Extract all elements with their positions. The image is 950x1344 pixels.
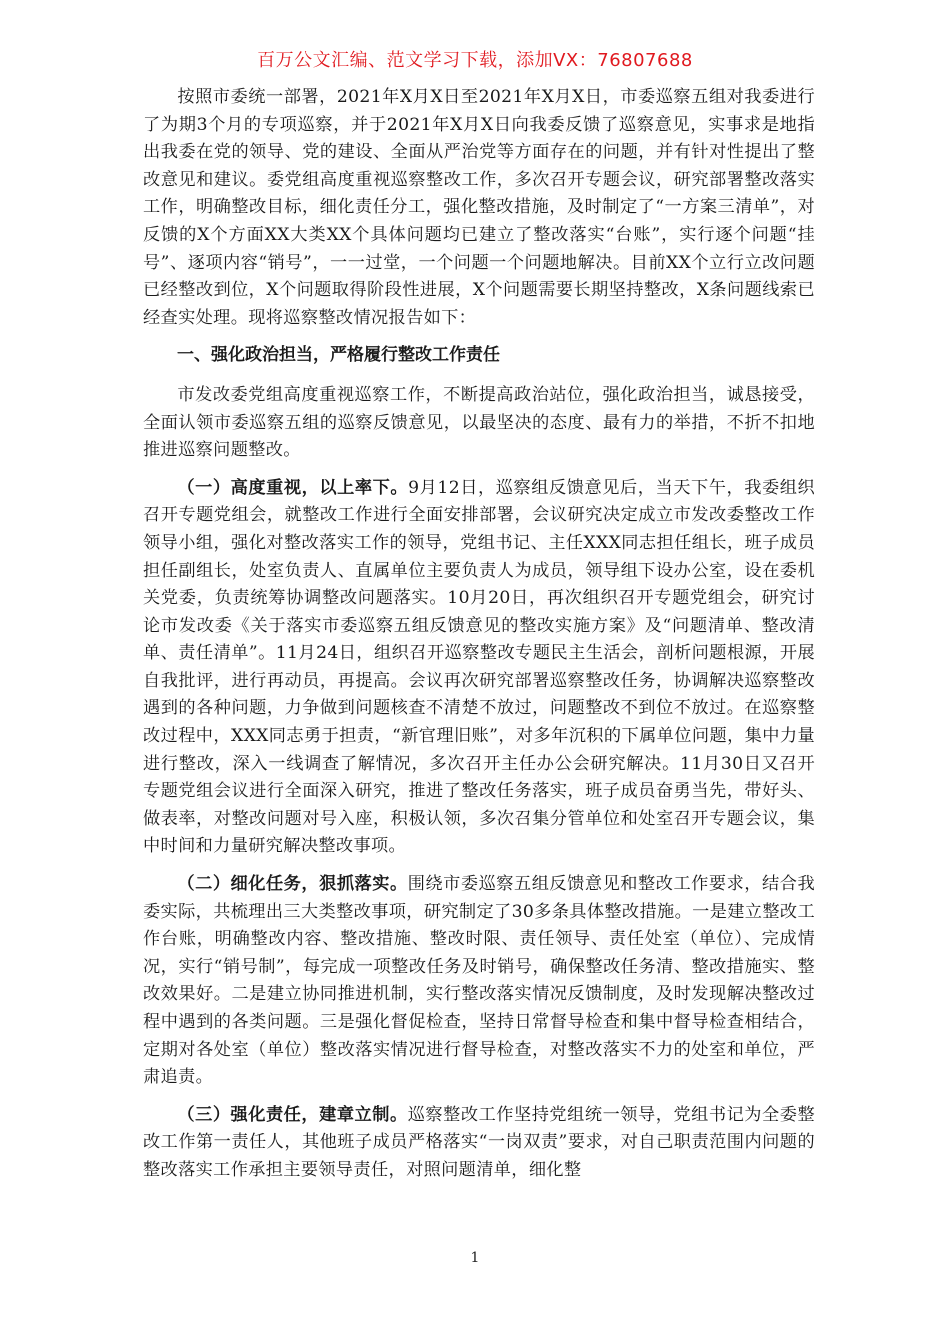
subsection-lead-3: （三）强化责任，建章立制。 (177, 1104, 408, 1125)
subsection-paragraph-2 (143, 871, 815, 1092)
subsection-text-2: 围绕市委巡察五组反馈意见和整改工作要求，结合我委实际，共梳理出三大类整改事项，研究制定了30多条具体整改措施。一是建立整改工作台账，明确整改内容、整改措施、整改时限、责任领导、责任处室（单位）、完成情况，实行“销号制”，每完成一项整改任务及时销号，确保整改任务清、整改措施实、整改效果好。二是建立协同推进机制，实行整改落实情况反馈制度，及时发现解决整改过程中遇到的各类问题。三是强化督促检查，坚持日常督导检查和集中督导检查相结合，定期对各处室（单位）整改落实情况进行督导检查，对整改落实不力的处室和单位，严肃追责。 (143, 874, 815, 1088)
section-heading: 一、强化政治担当，严格履行整改工作责任 (177, 345, 500, 366)
subsection-text-3: 巡察整改工作坚持党组统一领导，党组书记为全委整改工作第一责任人，其他班子成员严格落实“一岗双责”要求，对自己职责范围内问题的整改落实工作承担主要领导责任，对照问题清单，细化整 (143, 1104, 815, 1180)
subsection-lead-2: （二）细化任务，狠抓落实。 (177, 874, 408, 895)
intro-paragraph: 按照市委统一部署，2021年X月X日至2021年X月X日，市委巡察五组对我委进行了为期3个月的专项巡察，并于2021年X月X日向我委反馈了巡察意见，实事求是地指出我委在党的领导、党的建设、全面从严治党等方面存在的问题，并有针对性提出了整改意见和建议。委党组高度重视巡察整改工作，多次召开专题会议，研究部署整改落实工作，明确整改目标，细化责任分工，强化整改措施，及时制定了“一方案三清单”，对反馈的X个方面XX大类XX个具体问题均已建立了整改落实“台账”，实行逐个问题“挂号”、逐项内容“销号”，一一过堂，一个问题一个问题地解决。目前XX个立行立改问题已经整改到位，X个问题取得阶段性进展，X个问题需要长期坚持整改，X条问题线索已经查实处理。现将巡察整改情况报告如下： (143, 87, 815, 328)
subsection-paragraph-3 (143, 1102, 815, 1185)
watermark-banner: 百万公文汇编、范文学习下载，添加VX：76807688 (257, 50, 693, 71)
subsection-paragraph-1 (143, 475, 815, 861)
subsection-text-1: 9月12日，巡察组反馈意见后，当天下午，我委组织召开专题党组会，就整改工作进行全面安排部署，会议研究决定成立市发改委整改工作领导小组，强化对整改落实工作的领导，党组书记、主任XXX同志担任组长，班子成员担任副组长，处室负责人、直属单位主要负责人为成员，领导组下设办公室，设在委机关党委，负责统筹协调整改问题落实。10月20日，再次组织召开专题党组会，研究讨论市发改委《关于落实市委巡察五组反馈意见的整改实施方案》及“问题清单、整改清单、责任清单”。11月24日，组织召开巡察整改专题民主生活会，剖析问题根源，开展自我批评，进行再动员，再提高。会议再次研究部署巡察整改任务，协调解决巡察整改遇到的各种问题，力争做到问题核查不清楚不放过，问题整改不到位不放过。在巡察整改过程中，XXX同志勇于担责，“新官理旧账”，对多年沉积的下属单位问题，集中力量进行整改，深入一线调查了解情况，多次召开主任办公会研究解决。11月30日又召开专题党组会议进行全面深入研究，推进了整改任务落实，班子成员奋勇当先，带好头、做表率，对整改问题对号入座，积极认领，多次召集分管单位和处室召开专题会议，集中时间和力量研究解决整改事项。 (143, 477, 815, 857)
subsection-lead-1: （一）高度重视，以上率下。 (177, 477, 409, 498)
page-number: 1 (470, 1250, 480, 1266)
document-body (143, 84, 815, 1195)
section-intro-paragraph: 市发改委党组高度重视巡察工作，不断提高政治站位，强化政治担当，诚恳接受，全面认领市委巡察五组的巡察反馈意见，以最坚决的态度、最有力的举措，不折不扣地推进巡察问题整改。 (143, 384, 815, 461)
